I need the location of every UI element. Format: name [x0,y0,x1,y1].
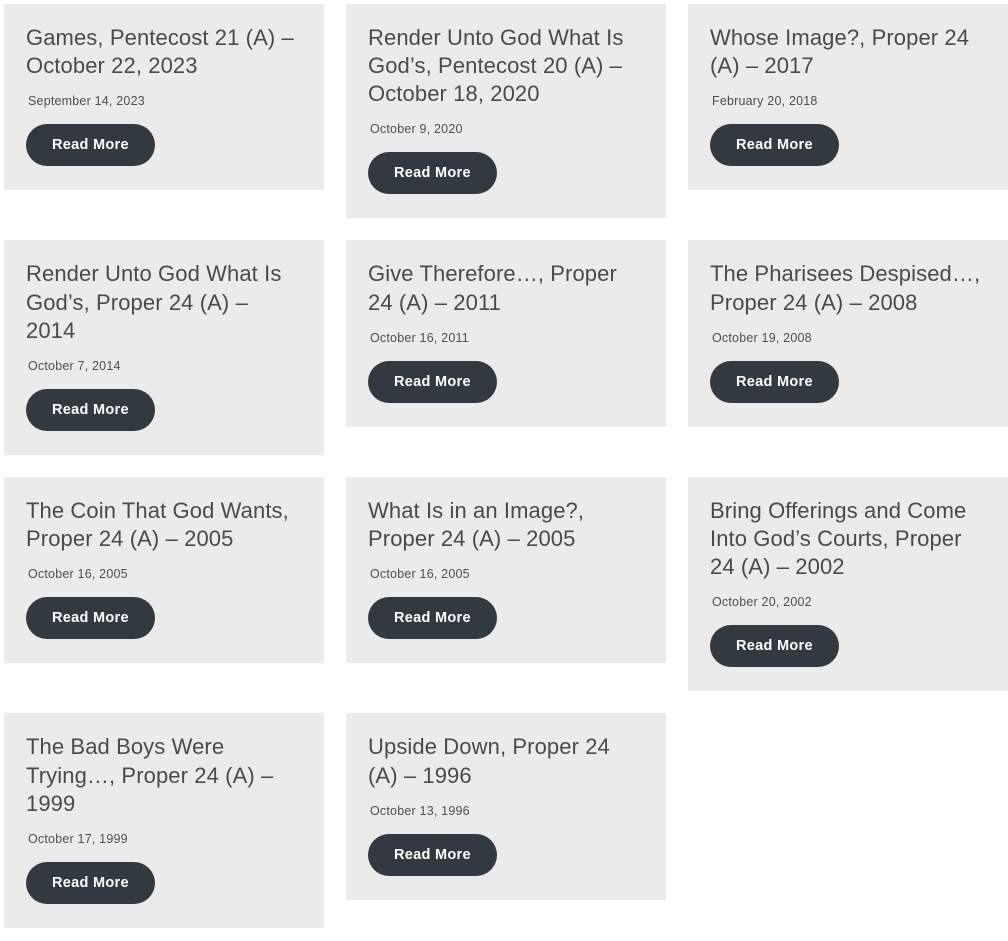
post-card [4,4,324,190]
read-more-button[interactable]: Read More [26,389,155,431]
post-date: February 20, 2018 [712,94,818,109]
post-date: October 19, 2008 [712,330,812,345]
post-title[interactable]: Games, Pentecost 21 (A) – October 22, 2023 [26,25,294,79]
post-title[interactable]: The Bad Boys Were Trying…, Proper 24 (A) – 1999 [26,734,274,816]
post-date: October 13, 1996 [370,803,470,818]
post-card [346,477,666,663]
read-more-button[interactable]: Read More [26,124,155,166]
read-more-button[interactable]: Read More [368,834,497,876]
post-card [346,713,666,899]
read-more-button[interactable]: Read More [368,152,497,194]
post-date: October 7, 2014 [28,358,121,373]
post-card [688,240,1008,426]
post-title[interactable]: Upside Down, Proper 24 (A) – 1996 [368,734,610,788]
read-more-button[interactable]: Read More [26,597,155,639]
post-card [4,713,324,927]
post-date: September 14, 2023 [28,94,145,109]
post-title[interactable]: Render Unto God What Is God’s, Pentecost 20 (A) – October 18, 2020 [368,25,624,107]
post-title[interactable]: Bring Offerings and Come Into God’s Courts, Proper 24 (A) – 2002 [710,497,967,580]
post-date: October 16, 2005 [370,567,470,582]
post-card [346,4,666,218]
post-date: October 17, 1999 [28,831,128,846]
post-title[interactable]: Render Unto God What Is God’s, Proper 24 (A) – 2014 [26,261,282,343]
read-more-button[interactable]: Read More [368,597,497,639]
read-more-button[interactable]: Read More [26,862,155,904]
post-card [346,240,666,426]
read-more-button[interactable]: Read More [710,124,839,166]
post-date: October 16, 2011 [370,330,469,345]
read-more-button[interactable]: Read More [368,361,497,403]
post-title[interactable]: The Coin That God Wants, Proper 24 (A) – 2005 [26,497,289,552]
read-more-button[interactable]: Read More [710,361,839,403]
post-card [688,477,1008,691]
post-date: October 20, 2002 [712,595,812,610]
post-card [688,4,1008,190]
post-card [4,240,324,454]
post-title[interactable]: Give Therefore…, Proper 24 (A) – 2011 [368,261,617,315]
read-more-button[interactable]: Read More [710,625,839,667]
post-date: October 16, 2005 [28,567,128,582]
post-title[interactable]: What Is in an Image?, Proper 24 (A) – 2005 [368,497,585,552]
post-date: October 9, 2020 [370,122,463,137]
post-title[interactable]: Whose Image?, Proper 24 (A) – 2017 [710,25,970,79]
post-title[interactable]: The Pharisees Despised…, Proper 24 (A) – 2008 [710,261,981,315]
post-card [4,477,324,663]
